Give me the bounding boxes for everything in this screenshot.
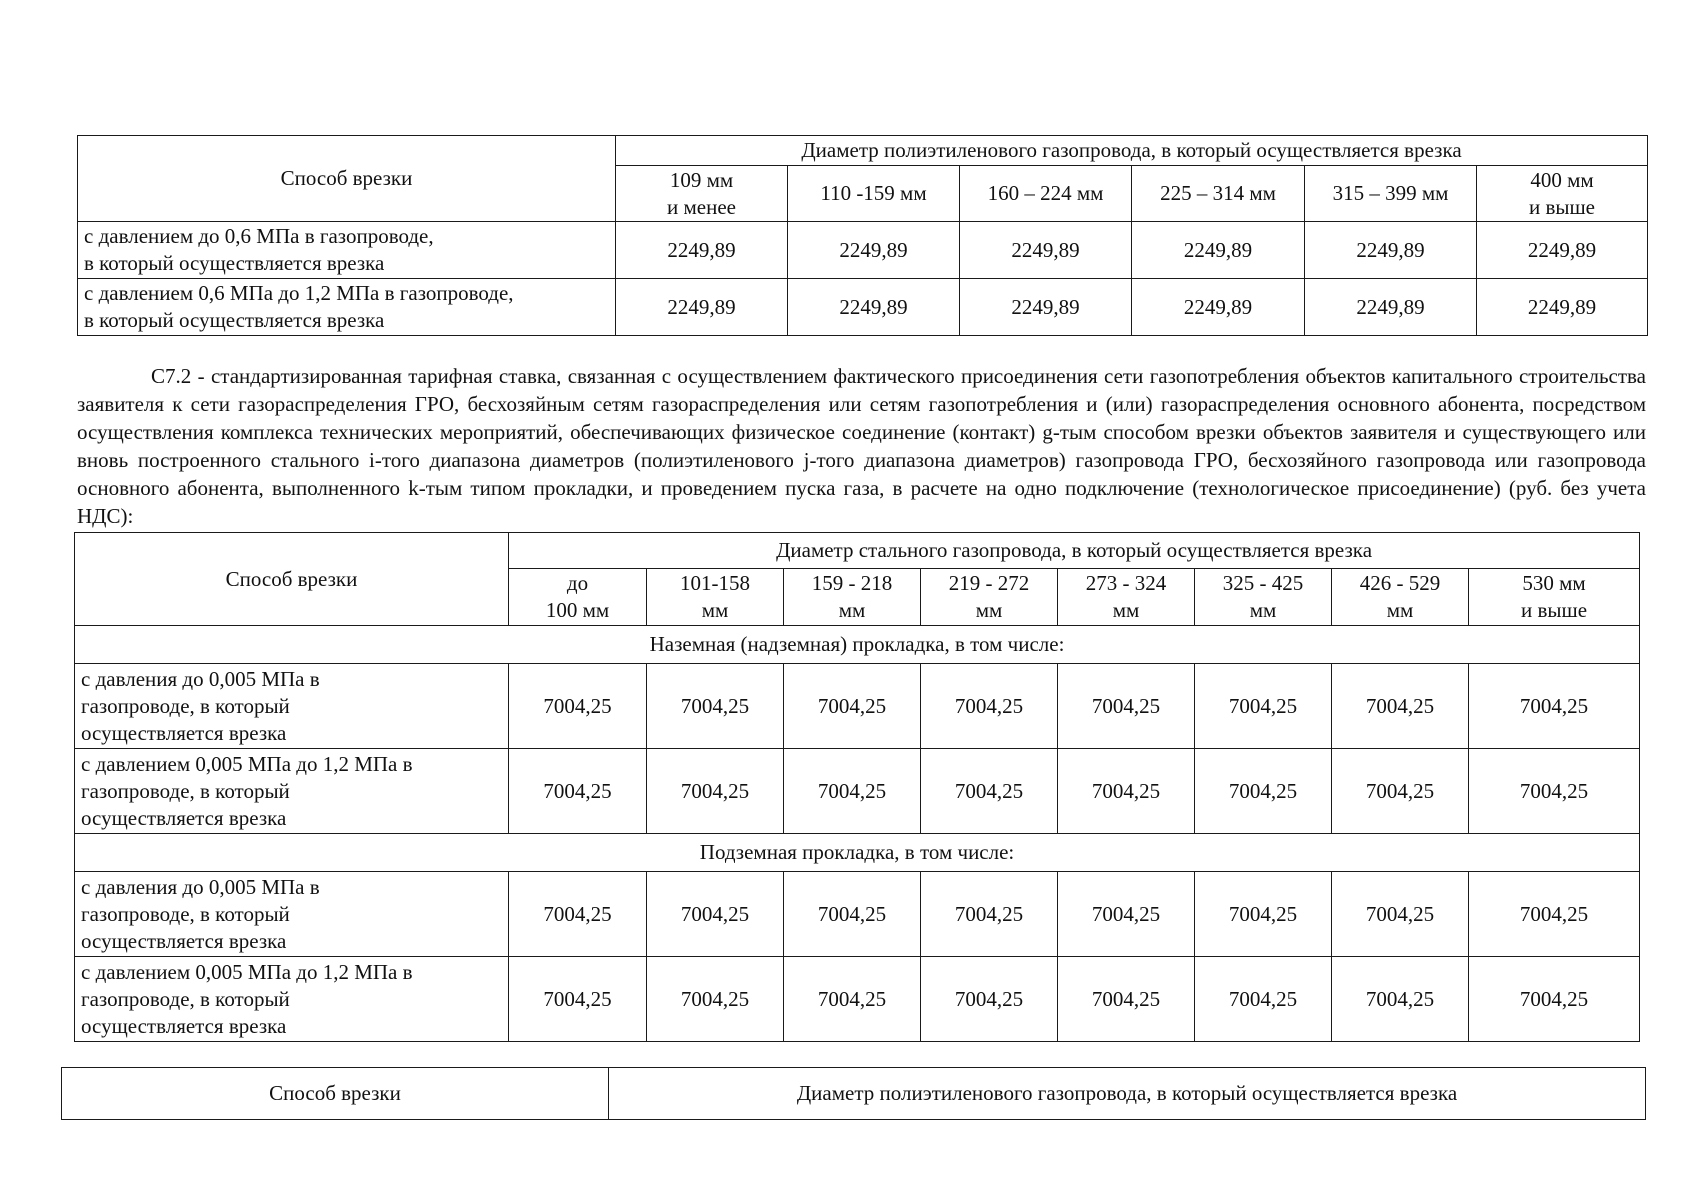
tariff-value: 7004,25 [509,957,647,1042]
tariff-value: 2249,89 [788,222,960,279]
tariff-value: 7004,25 [1058,749,1195,834]
table-row [75,957,1640,1042]
tariff-value: 2249,89 [1305,222,1477,279]
table-row [78,279,1648,336]
diameter-header: Диаметр полиэтиленового газопровода, в который осуществляется врезка [616,136,1648,166]
tariff-value: 7004,25 [1195,749,1332,834]
section-title: Наземная (надземная) прокладка, в том числе: [75,626,1640,664]
tariff-value: 2249,89 [1477,222,1648,279]
tariff-value: 2249,89 [1132,279,1305,336]
column-header: 160 – 224 мм [960,166,1132,222]
tariff-value: 2249,89 [960,222,1132,279]
tariff-value: 2249,89 [788,279,960,336]
diameter-header: Диаметр полиэтиленового газопровода, в который осуществляется врезка [609,1068,1646,1120]
tariff-value: 7004,25 [921,872,1058,957]
tariff-value: 7004,25 [1469,749,1640,834]
row-label: с давлением 0,005 МПа до 1,2 МПа в газопроводе, в который осуществляется врезка [75,749,509,834]
column-header: 110 -159 мм [788,166,960,222]
column-header: 530 мм и выше [1469,569,1640,626]
tariff-value: 2249,89 [960,279,1132,336]
method-header: Способ врезки [78,136,616,222]
tariff-value: 7004,25 [921,749,1058,834]
tariff-value: 7004,25 [647,872,784,957]
tariff-value: 7004,25 [921,664,1058,749]
column-header: 426 - 529 мм [1332,569,1469,626]
column-header: 225 – 314 мм [1132,166,1305,222]
column-header: 325 - 425 мм [1195,569,1332,626]
table-row [75,872,1640,957]
tariff-value: 7004,25 [1469,872,1640,957]
polyethylene-tariff-table-continued [61,1067,1646,1120]
tariff-value: 7004,25 [1195,664,1332,749]
polyethylene-tariff-table [77,135,1648,336]
row-label: с давлением 0,6 МПа до 1,2 МПа в газопроводе, в который осуществляется врезка [78,279,616,336]
tariff-value: 7004,25 [784,872,921,957]
section-title: Подземная прокладка, в том числе: [75,834,1640,872]
tariff-value: 2249,89 [616,279,788,336]
tariff-value: 7004,25 [1195,957,1332,1042]
tariff-value: 7004,25 [1058,872,1195,957]
tariff-value: 7004,25 [784,664,921,749]
tariff-value: 7004,25 [1469,664,1640,749]
column-header: 109 мм и менее [616,166,788,222]
row-label: с давлением 0,005 МПа до 1,2 МПа в газопроводе, в который осуществляется врезка [75,957,509,1042]
tariff-value: 7004,25 [1195,872,1332,957]
tariff-description-paragraph: С7.2 - стандартизированная тарифная ставка, связанная с осуществлением фактического присоединения сети газопотребления объектов капитального строительства заявителя к сети газораспределения ГРО, бесхозяйным сетям газораспределения или сетям газопотребления и (или) газораспределения основного абонента, посредством осуществления комплекса технических мероприятий, обеспечивающих физическое соединение (контакт) g-тым способом врезки объектов заявителя и существующего или вновь построенного стального i-того диапазона диаметров (полиэтиленового j-того диапазона диаметров) газопровода ГРО, бесхозяйного газопровода или газопровода основного абонента, выполненного k-тым типом прокладки, и проведением пуска газа, в расчете на одно подключение (технологическое присоединение) (руб. без учета НДС): [77,364,1646,528]
method-header: Способ врезки [62,1068,609,1120]
tariff-value: 7004,25 [647,664,784,749]
tariff-value: 7004,25 [1058,664,1195,749]
column-header: 315 – 399 мм [1305,166,1477,222]
tariff-value: 2249,89 [1132,222,1305,279]
tariff-value: 2249,89 [1305,279,1477,336]
tariff-value: 2249,89 [616,222,788,279]
tariff-value: 7004,25 [509,664,647,749]
table-row [78,222,1648,279]
column-header: 219 - 272 мм [921,569,1058,626]
tariff-value: 7004,25 [647,957,784,1042]
tariff-value: 7004,25 [1332,664,1469,749]
row-label: с давления до 0,005 МПа в газопроводе, в который осуществляется врезка [75,664,509,749]
tariff-value: 7004,25 [647,749,784,834]
tariff-value: 7004,25 [1332,872,1469,957]
column-header: до 100 мм [509,569,647,626]
column-header: 400 мм и выше [1477,166,1648,222]
tariff-value: 7004,25 [1332,957,1469,1042]
tariff-value: 7004,25 [784,957,921,1042]
diameter-header: Диаметр стального газопровода, в который осуществляется врезка [509,533,1640,569]
tariff-value: 7004,25 [509,872,647,957]
steel-tariff-table [74,532,1640,1042]
method-header: Способ врезки [75,533,509,626]
column-header: 159 - 218 мм [784,569,921,626]
row-label: с давлением до 0,6 МПа в газопроводе, в который осуществляется врезка [78,222,616,279]
tariff-value: 7004,25 [509,749,647,834]
tariff-value: 2249,89 [1477,279,1648,336]
tariff-value: 7004,25 [1058,957,1195,1042]
row-label: с давления до 0,005 МПа в газопроводе, в который осуществляется врезка [75,872,509,957]
tariff-value: 7004,25 [784,749,921,834]
tariff-value: 7004,25 [1332,749,1469,834]
column-header: 273 - 324 мм [1058,569,1195,626]
column-header: 101-158 мм [647,569,784,626]
table-row [75,749,1640,834]
table-row [75,664,1640,749]
tariff-value: 7004,25 [1469,957,1640,1042]
tariff-value: 7004,25 [921,957,1058,1042]
